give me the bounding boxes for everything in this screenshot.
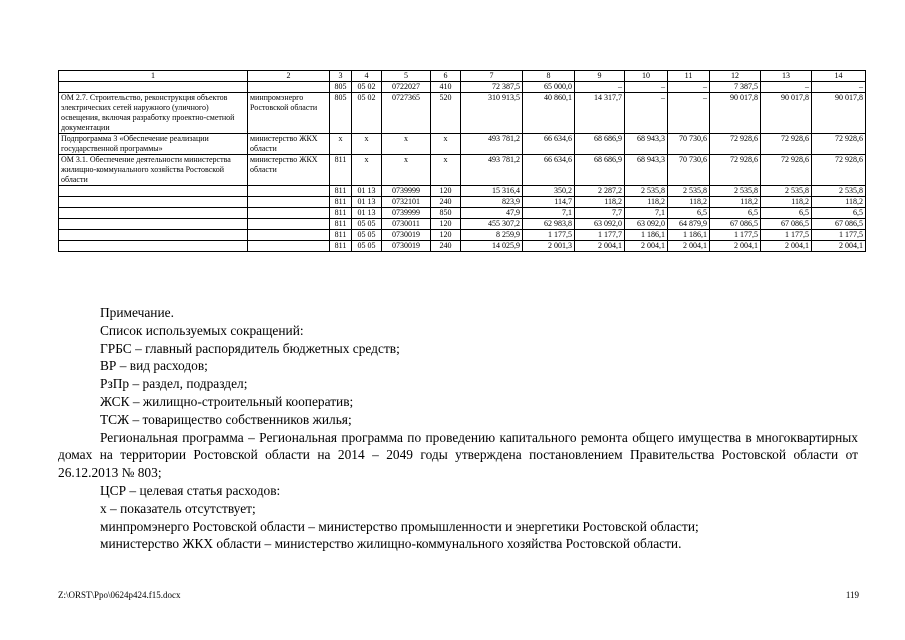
table-cell: 72 387,5: [461, 82, 523, 93]
table-cell: министерство ЖКХ области: [248, 155, 330, 186]
table-row: [59, 186, 866, 197]
table-cell: 67 086,5: [761, 219, 812, 230]
table-header-row: [59, 71, 866, 82]
table-cell: 72 928,6: [812, 155, 866, 186]
table-cell: х: [382, 155, 431, 186]
table-row: [59, 208, 866, 219]
table-cell: 8 259,9: [461, 230, 523, 241]
table-cell: [59, 219, 248, 230]
table-cell: 0730019: [382, 230, 431, 241]
table-cell: 1 186,1: [668, 230, 710, 241]
column-header: 4: [352, 71, 382, 82]
table-cell: 2 004,1: [625, 241, 668, 252]
table-cell: 72 928,6: [710, 155, 761, 186]
note-line: Список используемых сокращений:: [100, 322, 304, 338]
table-cell: 68 686,9: [575, 134, 625, 155]
table-cell: 05 05: [352, 219, 382, 230]
table-cell: 240: [431, 241, 461, 252]
table-cell: 118,2: [761, 197, 812, 208]
table-cell: [248, 241, 330, 252]
table-cell: 118,2: [668, 197, 710, 208]
table-cell: 2 535,8: [710, 186, 761, 197]
table-cell: 70 730,6: [668, 134, 710, 155]
table-cell: 7 387,5: [710, 82, 761, 93]
table-cell: 72 928,6: [761, 155, 812, 186]
table-cell: 120: [431, 219, 461, 230]
note-line: ВР – вид расходов;: [100, 358, 208, 374]
column-header: 5: [382, 71, 431, 82]
table-row: [59, 230, 866, 241]
table-cell: 0739999: [382, 208, 431, 219]
note-line: минпромэнерго Ростовской области – министерство промышленности и энергетики Ростовской области;: [100, 518, 699, 534]
table-cell: 05 05: [352, 230, 382, 241]
table-cell: 2 004,1: [710, 241, 761, 252]
column-header: 10: [625, 71, 668, 82]
column-header: 2: [248, 71, 330, 82]
table-cell: 2 001,3: [523, 241, 575, 252]
table-cell: х: [431, 134, 461, 155]
table-cell: 68 943,3: [625, 134, 668, 155]
table-cell: –: [625, 82, 668, 93]
table-cell: 7,1: [523, 208, 575, 219]
table-cell: 05 02: [352, 82, 382, 93]
table-cell: 01 13: [352, 208, 382, 219]
table-cell: 850: [431, 208, 461, 219]
table-cell: 118,2: [575, 197, 625, 208]
table-cell: 2 287,2: [575, 186, 625, 197]
table-cell: 01 13: [352, 197, 382, 208]
note-line: х – показатель отсутствует;: [100, 500, 256, 516]
table-cell: 118,2: [710, 197, 761, 208]
table-cell: 67 086,5: [812, 219, 866, 230]
table-cell: 15 316,4: [461, 186, 523, 197]
table-cell: 72 928,6: [812, 134, 866, 155]
table-cell: ОМ 3.1. Обеспечение деятельности министерства жилищно-коммунального хозяйства Ростовской области: [59, 155, 248, 186]
table-cell: [59, 197, 248, 208]
note-line: ТСЖ – товарищество собственников жилья;: [100, 411, 352, 427]
table-row: [59, 197, 866, 208]
column-header: 12: [710, 71, 761, 82]
table-row: [59, 155, 866, 186]
table-cell: 1 177,5: [710, 230, 761, 241]
table-cell: 7,1: [625, 208, 668, 219]
table-cell: –: [668, 93, 710, 134]
table-cell: 811: [330, 155, 352, 186]
table-cell: 47,9: [461, 208, 523, 219]
table-cell: 66 634,6: [523, 134, 575, 155]
table-cell: 493 781,2: [461, 155, 523, 186]
table-cell: 0727365: [382, 93, 431, 134]
table-cell: 120: [431, 230, 461, 241]
table-cell: министерство ЖКХ области: [248, 134, 330, 155]
table-cell: 62 983,8: [523, 219, 575, 230]
table-cell: 1 177,5: [812, 230, 866, 241]
table-cell: 63 092,0: [625, 219, 668, 230]
table-cell: 1 186,1: [625, 230, 668, 241]
table-cell: минпромэнерго Ростовской области: [248, 93, 330, 134]
table-cell: 118,2: [812, 197, 866, 208]
table-row: [59, 134, 866, 155]
table-cell: 2 004,1: [575, 241, 625, 252]
table-cell: 240: [431, 197, 461, 208]
budget-table: [58, 70, 866, 252]
table-cell: 14 025,9: [461, 241, 523, 252]
table-cell: 811: [330, 241, 352, 252]
table-cell: 01 13: [352, 186, 382, 197]
table-cell: 2 004,1: [761, 241, 812, 252]
table-cell: [248, 186, 330, 197]
table-cell: 14 317,7: [575, 93, 625, 134]
table-cell: 0730019: [382, 241, 431, 252]
table-cell: 90 017,8: [812, 93, 866, 134]
table-cell: 05 05: [352, 241, 382, 252]
table-cell: 6,5: [761, 208, 812, 219]
table-cell: 410: [431, 82, 461, 93]
column-header: 13: [761, 71, 812, 82]
table-cell: 2 004,1: [812, 241, 866, 252]
column-header: 11: [668, 71, 710, 82]
table-cell: 66 634,6: [523, 155, 575, 186]
table-cell: х: [431, 155, 461, 186]
page-number: 119: [845, 590, 859, 600]
table-cell: 68 686,9: [575, 155, 625, 186]
table-cell: 455 307,2: [461, 219, 523, 230]
table-cell: 65 000,0: [523, 82, 575, 93]
table-cell: 72 928,6: [761, 134, 812, 155]
table-cell: [248, 82, 330, 93]
table-cell: –: [625, 93, 668, 134]
table-cell: 1 177,5: [761, 230, 812, 241]
table-cell: 7,7: [575, 208, 625, 219]
table-cell: 40 860,1: [523, 93, 575, 134]
table-cell: ОМ 2.7. Строительство, реконструкция объектов электрических сетей наружного (уличного) освещения, включая разработку проектно-сметной документации: [59, 93, 248, 134]
table-cell: 811: [330, 219, 352, 230]
table-cell: 63 092,0: [575, 219, 625, 230]
table-cell: 120: [431, 186, 461, 197]
table-cell: х: [352, 155, 382, 186]
table-cell: Подпрограмма 3 «Обеспечение реализации государственной программы»: [59, 134, 248, 155]
table-cell: 811: [330, 197, 352, 208]
table-cell: –: [761, 82, 812, 93]
table-cell: 2 535,8: [812, 186, 866, 197]
table-cell: 805: [330, 82, 352, 93]
table-cell: 2 535,8: [668, 186, 710, 197]
column-header: 7: [461, 71, 523, 82]
column-header: 6: [431, 71, 461, 82]
table-cell: 2 004,1: [668, 241, 710, 252]
table-cell: 6,5: [812, 208, 866, 219]
column-header: 8: [523, 71, 575, 82]
column-header: 9: [575, 71, 625, 82]
table-cell: х: [352, 134, 382, 155]
table-cell: 6,5: [710, 208, 761, 219]
table-cell: 811: [330, 186, 352, 197]
table-cell: 520: [431, 93, 461, 134]
table-cell: [59, 186, 248, 197]
table-cell: х: [382, 134, 431, 155]
table-row: [59, 82, 866, 93]
table-cell: 70 730,6: [668, 155, 710, 186]
table-cell: 1 177,5: [523, 230, 575, 241]
table-cell: 811: [330, 230, 352, 241]
table-cell: 350,2: [523, 186, 575, 197]
note-line: РзПр – раздел, подраздел;: [100, 376, 248, 392]
note-line: министерство ЖКХ области – министерство жилищно-коммунального хозяйства Ростовской области.: [100, 536, 682, 552]
column-header: 1: [59, 71, 248, 82]
table-row: [59, 93, 866, 134]
table-cell: х: [330, 134, 352, 155]
table-cell: 0722027: [382, 82, 431, 93]
note-line: ЖСК – жилищно-строительный кооператив;: [100, 393, 354, 409]
table-cell: 1 177,7: [575, 230, 625, 241]
table-cell: 0730011: [382, 219, 431, 230]
table-cell: 6,5: [668, 208, 710, 219]
table-cell: 2 535,8: [761, 186, 812, 197]
column-header: 14: [812, 71, 866, 82]
table-cell: [59, 230, 248, 241]
note-line: ГРБС – главный распорядитель бюджетных средств;: [100, 340, 400, 356]
notes-section: [58, 304, 858, 553]
table-cell: [248, 197, 330, 208]
table-cell: 114,7: [523, 197, 575, 208]
note-line: ЦСР – целевая статья расходов:: [100, 482, 281, 498]
file-path: Z:\ORST\Ppo\0624p424.f15.docx: [58, 590, 181, 600]
table-cell: [248, 219, 330, 230]
table-cell: 72 928,6: [710, 134, 761, 155]
note-line: Региональная программа – Региональная программа по проведению капитального ремонта общего имущества в многоквартирных домах на территории Ростовской области на 2014 – 2049 годы утверждена постановлением Правительства Ростовской области от 26.12.2013 № 803;: [58, 429, 858, 481]
table-row: [59, 219, 866, 230]
table-cell: 0732101: [382, 197, 431, 208]
table-cell: –: [575, 82, 625, 93]
table-row: [59, 241, 866, 252]
table-cell: 67 086,5: [710, 219, 761, 230]
table-cell: –: [668, 82, 710, 93]
table-cell: 493 781,2: [461, 134, 523, 155]
table-cell: [248, 230, 330, 241]
note-line: Примечание.: [100, 305, 174, 320]
table-cell: 64 879,9: [668, 219, 710, 230]
table-cell: –: [812, 82, 866, 93]
table-cell: 310 913,5: [461, 93, 523, 134]
table-cell: 823,9: [461, 197, 523, 208]
table-cell: [59, 241, 248, 252]
table-cell: 0739999: [382, 186, 431, 197]
table-cell: 90 017,8: [761, 93, 812, 134]
table-cell: 2 535,8: [625, 186, 668, 197]
table-cell: [248, 208, 330, 219]
table-cell: 811: [330, 208, 352, 219]
table-cell: [59, 82, 248, 93]
table-cell: [59, 208, 248, 219]
table-cell: 118,2: [625, 197, 668, 208]
column-header: 3: [330, 71, 352, 82]
table-cell: 05 02: [352, 93, 382, 134]
table-cell: 805: [330, 93, 352, 134]
table-cell: 68 943,3: [625, 155, 668, 186]
table-cell: 90 017,8: [710, 93, 761, 134]
